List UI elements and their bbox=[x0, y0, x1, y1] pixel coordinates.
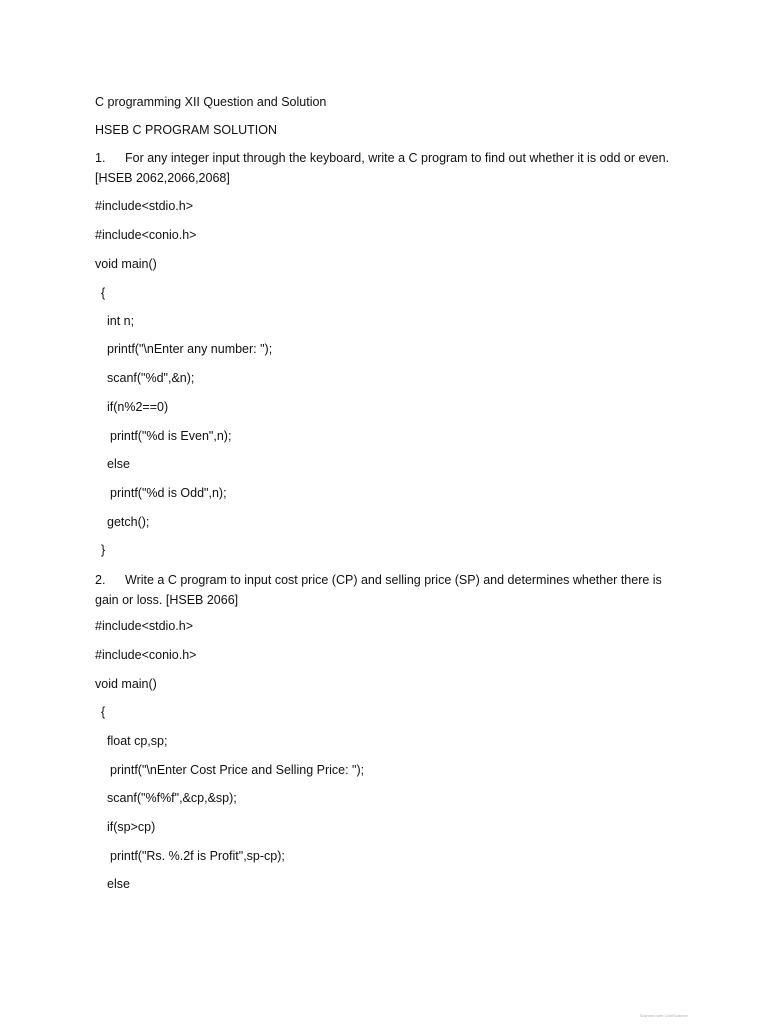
question-text: Write a C program to input cost price (CP) and selling price (SP) and determines whether there is gain or loss. [HSEB 2066] bbox=[95, 573, 662, 607]
code-line: else bbox=[107, 877, 130, 891]
code-line: printf("%d is Even",n); bbox=[110, 429, 232, 443]
code-line: #include<stdio.h> bbox=[95, 199, 193, 213]
question-text: For any integer input through the keyboard, write a C program to find out whether it is odd or even. [HSEB 2062,2066,2068] bbox=[95, 151, 670, 185]
code-line: if(sp>cp) bbox=[107, 820, 156, 834]
code-line: float cp,sp; bbox=[107, 734, 168, 748]
code-line: #include<conio.h> bbox=[95, 648, 197, 662]
code-line: void main() bbox=[95, 257, 157, 271]
document-subtitle: HSEB C PROGRAM SOLUTION bbox=[95, 123, 277, 137]
code-line: printf("Rs. %.2f is Profit",sp-cp); bbox=[110, 849, 285, 863]
code-line: else bbox=[107, 457, 130, 471]
code-line: printf("%d is Odd",n); bbox=[110, 486, 227, 500]
question-2 bbox=[95, 570, 675, 610]
question-number: 1. bbox=[95, 151, 106, 165]
code-line: scanf("%d",&n); bbox=[107, 371, 195, 385]
code-line: if(n%2==0) bbox=[107, 400, 169, 414]
code-line: void main() bbox=[95, 677, 157, 691]
question-1 bbox=[95, 148, 675, 188]
code-line: printf("\nEnter any number: "); bbox=[107, 342, 273, 356]
code-line: scanf("%f%f",&cp,&sp); bbox=[107, 791, 237, 805]
code-line: printf("\nEnter Cost Price and Selling Price: "); bbox=[110, 763, 365, 777]
code-line: #include<conio.h> bbox=[95, 228, 197, 242]
code-line: } bbox=[101, 543, 106, 557]
document-title: C programming XII Question and Solution bbox=[95, 95, 327, 109]
code-line: int n; bbox=[107, 314, 135, 328]
code-line: { bbox=[101, 705, 106, 719]
code-line: { bbox=[101, 286, 106, 300]
code-line: getch(); bbox=[107, 515, 150, 529]
scanner-watermark: Scanned with CamScanner bbox=[639, 1013, 688, 1018]
question-number: 2. bbox=[95, 573, 106, 587]
code-line: #include<stdio.h> bbox=[95, 619, 193, 633]
